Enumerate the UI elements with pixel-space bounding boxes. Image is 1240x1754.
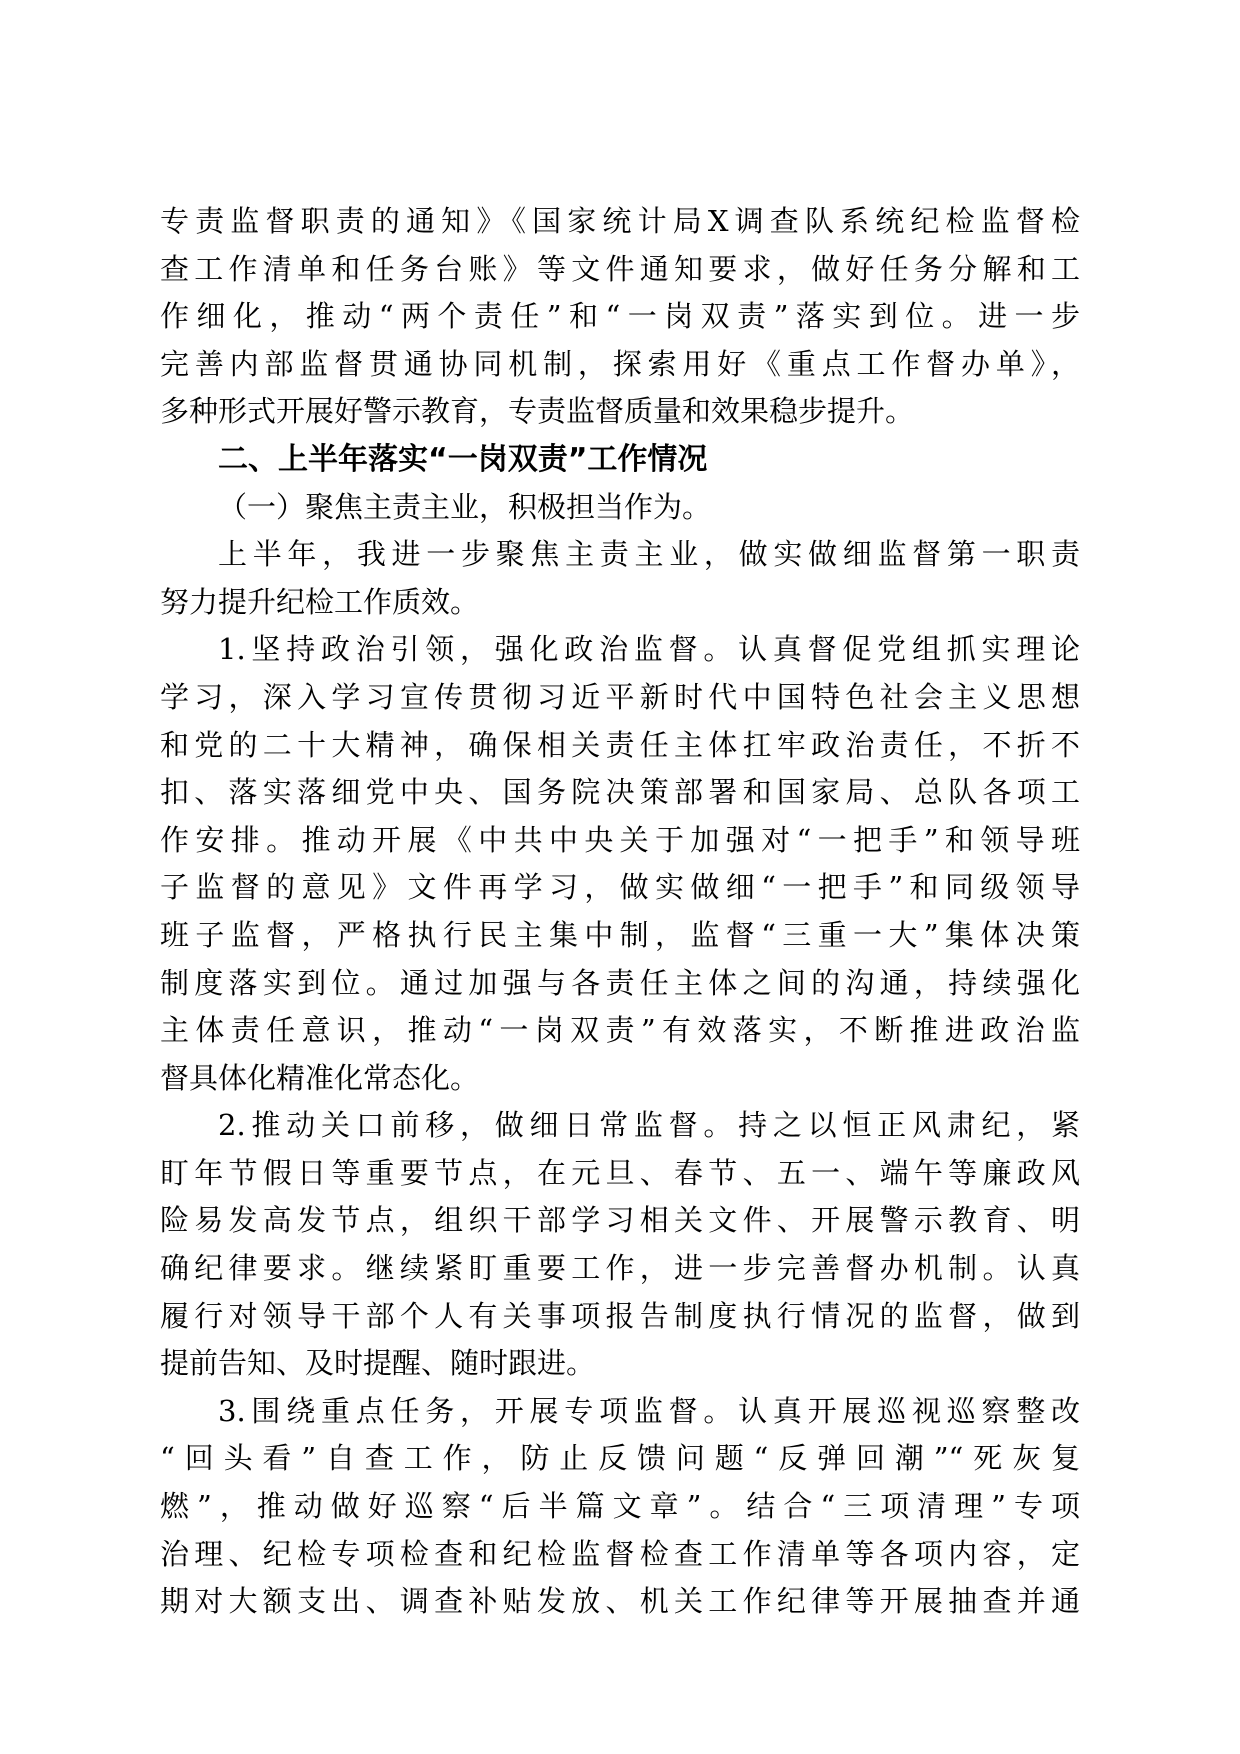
text-line: 1.坚持政治引领，强化政治监督。认真督促党组抓实理论 xyxy=(218,632,1080,667)
text-line: 治理、纪检专项检查和纪检监督检查工作清单等各项内容，定 xyxy=(160,1536,1080,1571)
text-line: 努力提升纪检工作质效。 xyxy=(160,584,480,619)
text-line: 督具体化精准化常态化。 xyxy=(160,1060,480,1095)
paragraph xyxy=(160,1102,1080,1388)
text-line: 查工作清单和任务台账》等文件通知要求，做好任务分解和工 xyxy=(160,251,1080,286)
text-line: 和党的二十大精神，确保相关责任主体扛牢政治责任，不折不 xyxy=(160,727,1080,762)
text-line: 班子监督，严格执行民主集中制，监督“三重一大”集体决策 xyxy=(160,917,1080,952)
section-heading-text: 二、上半年落实“一岗双责”工作情况 xyxy=(218,441,708,477)
paragraph xyxy=(160,198,1080,436)
text-line: 盯年节假日等重要节点，在元旦、春节、五一、端午等廉政风 xyxy=(160,1155,1080,1190)
text-line: 完善内部监督贯通协同机制，探索用好《重点工作督办单》， xyxy=(160,346,1080,381)
section-heading xyxy=(160,436,1080,484)
text-line: 扣、落实落细党中央、国务院决策部署和国家局、总队各项工 xyxy=(160,775,1080,810)
text-line: 期对大额支出、调查补贴发放、机关工作纪律等开展抽查并通 xyxy=(160,1584,1080,1619)
paragraph xyxy=(160,1388,1080,1626)
text-line: 作安排。推动开展《中共中央关于加强对“一把手”和领导班 xyxy=(160,822,1080,857)
text-line: 险易发高发节点，组织干部学习相关文件、开展警示教育、明 xyxy=(160,1203,1080,1238)
paragraph xyxy=(160,626,1080,1102)
text-line: 学习，深入学习宣传贯彻习近平新时代中国特色社会主义思想 xyxy=(160,679,1080,714)
text-line: 3.围绕重点任务，开展专项监督。认真开展巡视巡察整改 xyxy=(218,1393,1080,1428)
text-line: 上半年，我进一步聚焦主责主业，做实做细监督第一职责 xyxy=(218,537,1080,572)
subsection-heading-text: （一）聚焦主责主业，积极担当作为。 xyxy=(218,489,712,524)
text-line: 多种形式开展好警示教育，专责监督质量和效果稳步提升。 xyxy=(160,394,915,429)
paragraph xyxy=(160,531,1080,626)
text-line: 子监督的意见》文件再学习，做实做细“一把手”和同级领导 xyxy=(160,870,1080,905)
text-line: 履行对领导干部个人有关事项报告制度执行情况的监督，做到 xyxy=(160,1298,1080,1333)
subsection-heading xyxy=(160,484,1080,532)
text-line: 2.推动关口前移，做细日常监督。持之以恒正风肃纪，紧 xyxy=(218,1108,1080,1143)
text-line: 提前告知、及时提醒、随时跟进。 xyxy=(160,1346,596,1381)
text-line: “回头看”自查工作，防止反馈问题“反弹回潮”“死灰复 xyxy=(160,1441,1080,1476)
text-line: 主体责任意识，推动“一岗双责”有效落实，不断推进政治监 xyxy=(160,1013,1080,1048)
text-line: 专责监督职责的通知》《国家统计局X调查队系统纪检监督检 xyxy=(160,204,1080,238)
text-line: 制度落实到位。通过加强与各责任主体之间的沟通，持续强化 xyxy=(160,965,1080,1000)
text-line: 作细化，推动“两个责任”和“一岗双责”落实到位。进一步 xyxy=(160,299,1080,334)
text-line: 确纪律要求。继续紧盯重要工作，进一步完善督办机制。认真 xyxy=(160,1251,1080,1286)
document-page xyxy=(160,198,1080,1626)
text-line: 燃”，推动做好巡察“后半篇文章”。结合“三项清理”专项 xyxy=(160,1489,1080,1524)
